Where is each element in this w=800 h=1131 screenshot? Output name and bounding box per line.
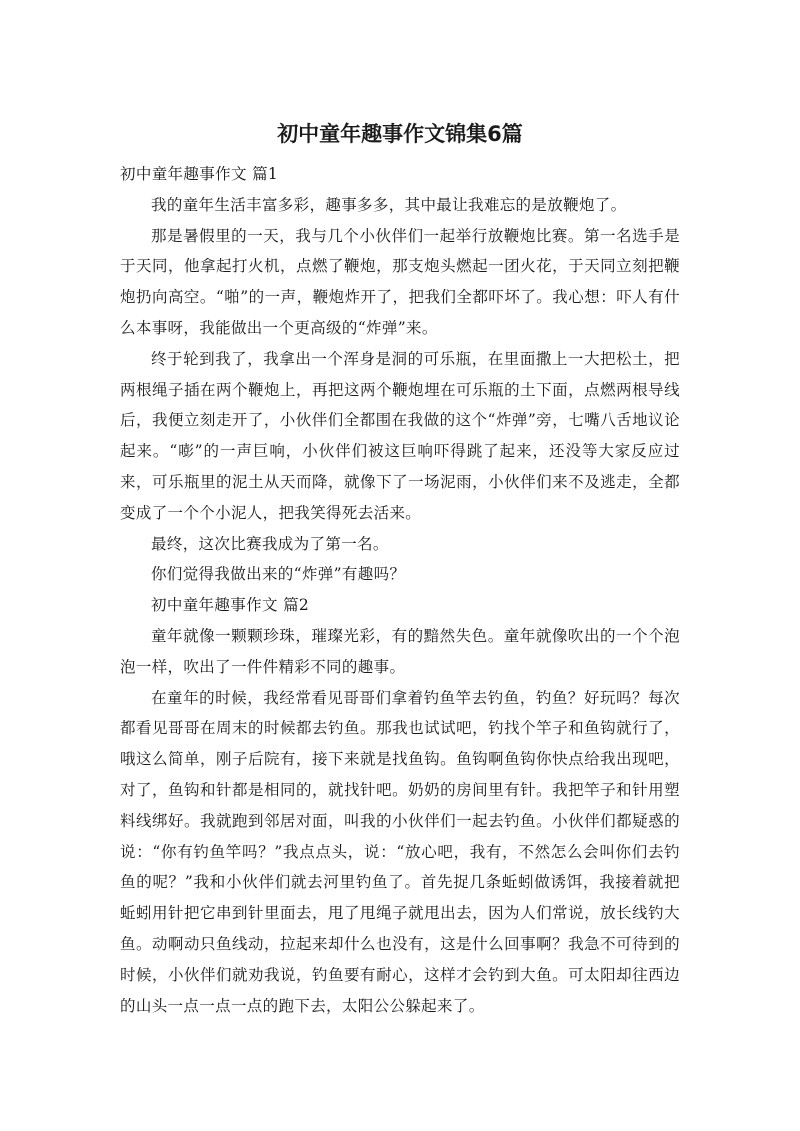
paragraph: 终于轮到我了，我拿出一个浑身是洞的可乐瓶，在里面撒上一大把松土，把两根绳子插在两个鞭炮上，再把这两个鞭炮埋在可乐瓶的土下面，点燃两根导线后，我便立刻走开了，小伙伴们全都围在我做的这个“炸弹”旁，七嘴八舌地议论起来。“嘭”的一声巨响，小伙伴们被这巨响吓得跳了起来，还没等大家反应过来，可乐瓶里的泥土从天而降，就像下了一场泥雨，小伙伴们来不及逃走，全都变成了一个个小泥人，把我笑得死去活来。 [120,349,680,522]
paragraph: 在童年的时候，我经常看见哥哥们拿着钓鱼竿去钓鱼，钓鱼？好玩吗？每次都看见哥哥在周末的时候都去钓鱼。那我也试试吧，钓找个竿子和鱼钩就行了，哦这么简单，刚子后院有，接下来就是找鱼钩。鱼钩啊鱼钩你快点给我出现吧，对了，鱼钩和针都是相同的，就找针吧。奶奶的房间里有针。我把竿子和针用塑料线绑好。我就跑到邻居对面，叫我的小伙伴们一起去钓鱼。小伙伴们都疑惑的说：“你有钓鱼竿吗？”我点点头，说：“放心吧，我有，不然怎么会叫你们去钓鱼的呢？”我和小伙伴们就去河里钓鱼了。首先捉几条蚯蚓做诱饵，我接着就把蚯蚓用针把它串到针里面去，甩了甩绳子就甩出去，因为人们常说，放长线钓大鱼。动啊动只鱼线动，拉起来却什么也没有，这是什么回事啊？我急不可待到的时候，小伙伴们就劝我说，钓鱼要有耐心，这样才会钓到大鱼。可太阳却往西边的山头一点一点一点的跑下去，太阳公公躲起来了。 [120,688,680,1015]
paragraph: 你们觉得我做出来的“炸弹”有趣吗？ [151,565,406,584]
paragraph: 最终，这次比赛我成为了第一名。 [151,534,389,553]
document-body [120,159,680,1021]
document-title: 初中童年趣事作文锦集6篇 [277,122,523,146]
paragraph: 那是暑假里的一天，我与几个小伙伴们一起举行放鞭炮比赛。第一名选手是于天同，他拿起打火机，点燃了鞭炮，那支炮头燃起一团火花，于天同立刻把鞭炮扔向高空。“啪”的一声，鞭炮炸开了，把我们全都吓坏了。我心想：吓人有什么本事呀，我能做出一个更高级的“炸弹”来。 [120,226,680,337]
section-heading: 初中童年趣事作文 篇2 [151,596,310,615]
section-heading: 初中童年趣事作文 篇1 [120,165,279,183]
paragraph: 我的童年生活丰富多彩，趣事多多，其中最让我难忘的是放鞭炮了。 [151,195,627,214]
paragraph: 童年就像一颗颗珍珠，璀璨光彩，有的黯然失色。童年就像吹出的一个个泡泡一样，吹出了一件件精彩不同的趣事。 [120,626,680,676]
essay-section-2 [120,590,680,1021]
essay-section-1 [120,159,680,590]
